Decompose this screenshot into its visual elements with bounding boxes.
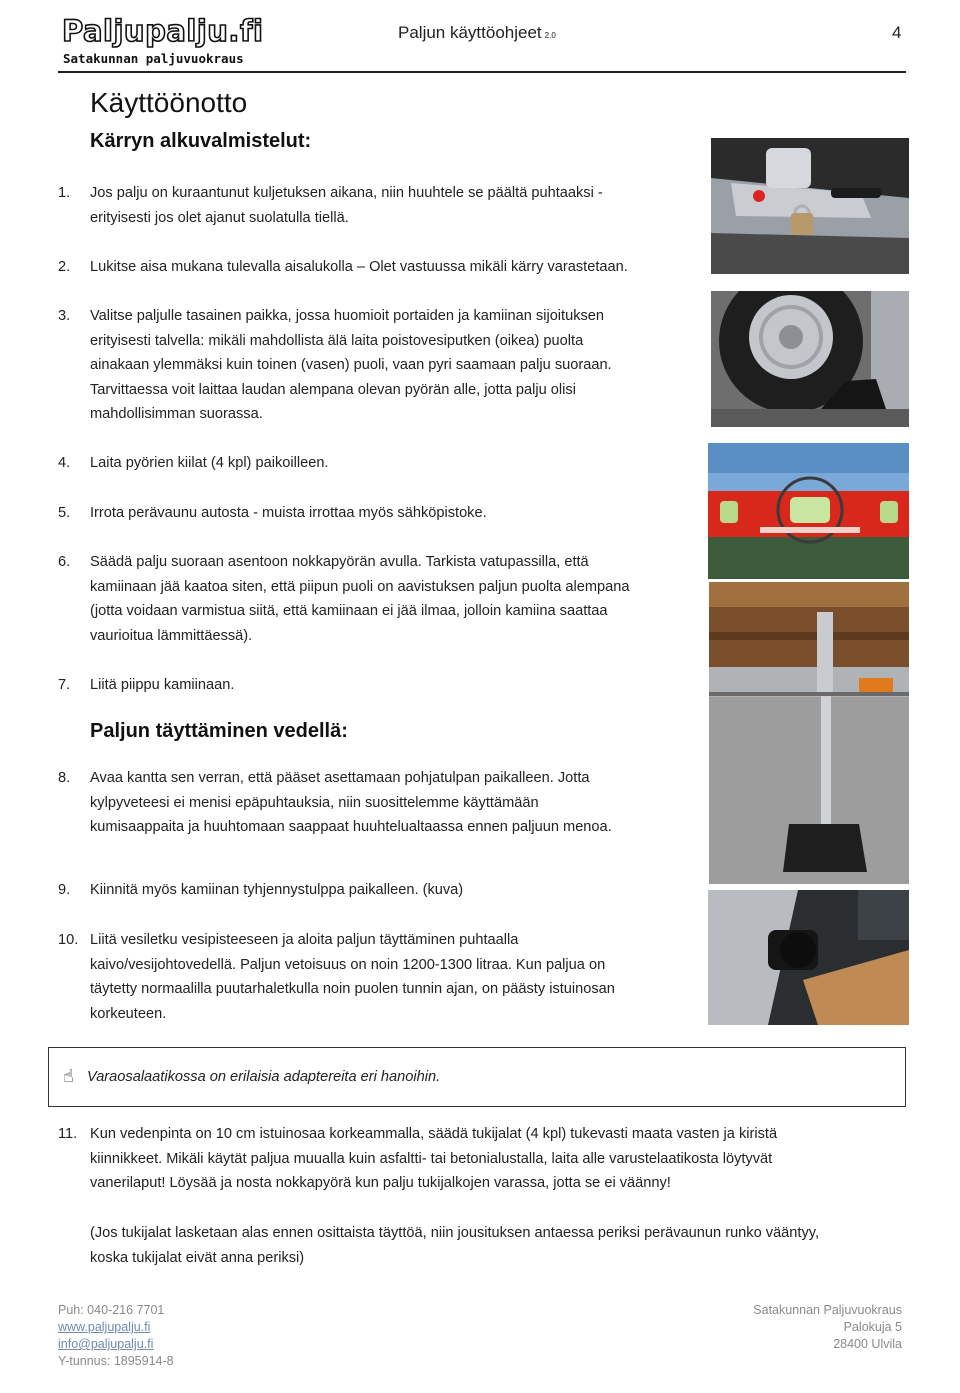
step-number: 9. — [58, 882, 71, 898]
step-text: Avaa kantta sen verran, että pääset asettamaan pohjatulpan paikalleen. Jotta kylpyveteesi ei menisi epäpuhtauksia, niin suosittelemme käyttämään kumisaappaita ja huuhtomaan saappaat huuhtelualtaassa ennen paljuun menoa. — [90, 770, 612, 836]
step-text: Lukitse aisa mukana tulevalla aisalukolla – Olet vastuussa mikäli kärry varastetaan. — [90, 259, 628, 275]
step-number: 7. — [58, 677, 71, 693]
step-number: 4. — [58, 455, 71, 471]
photo-spirit-level — [708, 443, 909, 579]
step-number: 10. — [58, 932, 79, 948]
step-number: 5. — [58, 505, 71, 521]
step-number: 8. — [58, 770, 71, 786]
document-version: 2.0 — [544, 31, 556, 40]
pointing-hand-icon: ☝ — [63, 1066, 74, 1086]
step-number: 2. — [58, 259, 71, 275]
step-text: Liitä piippu kamiinaan. — [90, 677, 235, 693]
note-text: Varaosalaatikossa on erilaisia adaptereita eri hanoihin. — [87, 1069, 441, 1085]
page-number: 4 — [892, 23, 902, 42]
logo-subtitle: Satakunnan paljuvuokraus — [63, 51, 244, 66]
step-text: Kun vedenpinta on 10 cm istuinosaa korkeammalla, säädä tukijalat (4 kpl) tukevasti maata vasten ja kiristä kiinnikkeet. Mikäli käytät paljua muualla kuin asfaltti- tai betonialustalla, laita alle varustelaatikosta löytyvät vanerilaput! Löysää ja nosta nokkapyörä kun palju tukijalkojen varassa, jotta se ei väänny! — [90, 1126, 778, 1192]
note-box — [48, 1047, 906, 1107]
step-number: 3. — [58, 308, 71, 324]
photo-support-leg — [709, 582, 909, 884]
document-title: Paljun käyttöohjeet 2.0 — [398, 23, 556, 42]
footer-phone: Puh: 040-216 7701 — [58, 1303, 165, 1317]
step-text: Irrota perävaunu autosta - muista irrottaa myös sähköpistoke. — [90, 505, 487, 521]
subsection-heading-preparation: Kärryn alkuvalmistelut: — [90, 130, 312, 152]
footer-company: Satakunnan Paljuvuokraus — [753, 1303, 902, 1317]
header-divider — [58, 71, 906, 73]
photo-wheel-chock — [711, 291, 909, 427]
step-text: Valitse paljulle tasainen paikka, jossa huomioit portaiden ja kamiinan sijoituksen erityisesti talvella: mikäli mahdollista älä laita poistovesiputken (oikea) puolta ainakaan ylemmäksi kuin toinen (vasen) puoli, vaan pyri saamaan palju suoraan. Tarvittaessa voit laittaa laudan alempana olevan pyörän alle, jotta palju olisi mahdollisimman suorassa. — [90, 308, 612, 423]
step-text: Laita pyörien kiilat (4 kpl) paikoilleen. — [90, 455, 329, 471]
footer-email-link[interactable]: info@paljupalju.fi — [58, 1337, 154, 1351]
footer-contact — [58, 1302, 174, 1370]
step-text: Kiinnitä myös kamiinan tyhjennystulppa paikalleen. (kuva) — [90, 882, 464, 898]
section-heading: Käyttöönotto — [90, 87, 248, 118]
photo-drain-plug — [708, 890, 909, 1025]
footer-street: Palokuja 5 — [843, 1320, 902, 1334]
subsection-heading-filling: Paljun täyttäminen vedellä: — [90, 720, 348, 742]
step-text: Liitä vesiletku vesipisteeseen ja aloita paljun täyttäminen puhtaalla kaivo/vesijohtovedellä. Paljun vetoisuus on noin 1200-1300 litraa. Kun paljua on täytetty normaalilla puutarhaletkulla noin puolen tunnin ajan, on päästy istuinosan korkeuteen. — [90, 932, 615, 1022]
step-number: 6. — [58, 554, 71, 570]
footer-business-id: Y-tunnus: 1895914-8 — [58, 1354, 174, 1368]
footer-city: 28400 Ulvila — [833, 1337, 902, 1351]
final-paragraph: (Jos tukijalat lasketaan alas ennen osittaista täyttöä, niin jousituksen antaessa periksi perävaunun runko vääntyy, koska tukijalat eivät anna periksi) — [90, 1225, 820, 1266]
step-number: 11. — [58, 1126, 78, 1142]
logo-text: Paljupalju.fi — [62, 14, 264, 48]
step-number: 1. — [58, 185, 71, 201]
footer-address — [753, 1302, 902, 1353]
footer-website-link[interactable]: www.paljupalju.fi — [58, 1320, 151, 1334]
step-text: Säädä palju suoraan asentoon nokkapyörän avulla. Tarkista vatupassilla, että kamiinaan jää kaatoa siten, että piipun puoli on aavistuksen paljun puolta alempana (jotta voidaan varmistua siitä, että kamiinaan ei jää ilmaa, jolloin kamiina saattaa vaurioitua lämmittäessä). — [90, 554, 630, 644]
step-text: Jos palju on kuraantunut kuljetuksen aikana, niin huuhtele se päältä puhtaaksi - erityisesti jos olet ajanut suolatulla tiellä. — [90, 185, 603, 226]
photo-hitch-lock — [711, 138, 909, 274]
company-logo — [62, 14, 264, 66]
